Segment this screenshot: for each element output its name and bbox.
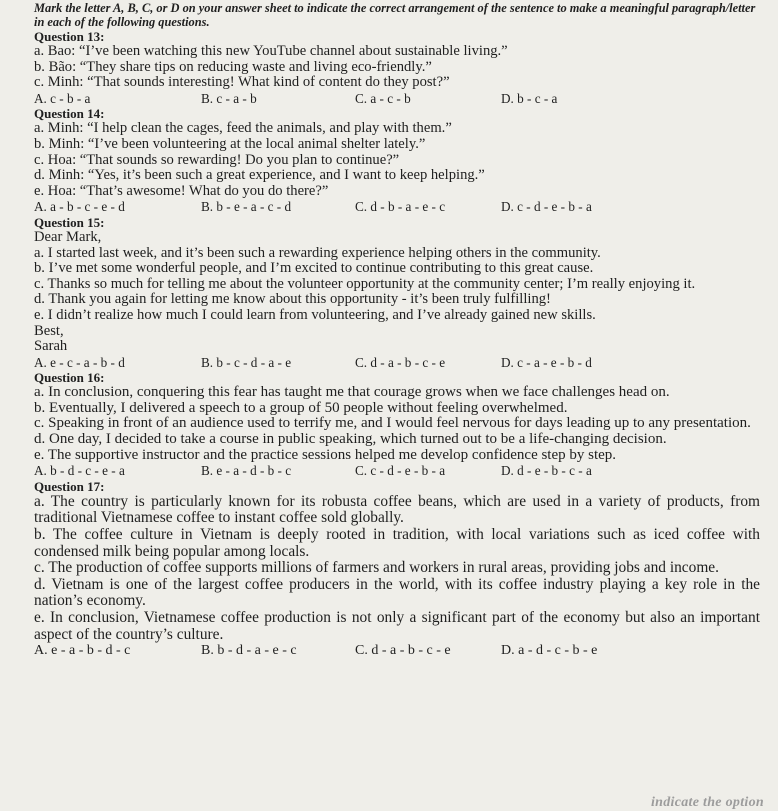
sentence-b: b. I’ve met some wonderful people, and I’m excited to continue contributing to this great cause. [34, 260, 594, 277]
sentence-c: c. Speaking in front of an audience used to terrify me, and I would feel nervous for days leading up to any presentation. [34, 415, 751, 432]
option-d[interactable]: D. d - e - b - c - a [501, 463, 592, 479]
option-a[interactable]: A. b - d - c - e - a [34, 463, 125, 479]
sentence-c: c. Minh: “That sounds interesting! What kind of content do they post?” [34, 74, 450, 91]
option-c[interactable]: C. d - b - a - e - c [355, 199, 446, 215]
question-13 [34, 29, 760, 106]
question-title: Question 16: [34, 370, 105, 386]
option-b[interactable]: B. b - e - a - c - d [201, 199, 292, 215]
sentence-a: a. The country is particularly known for its robusta coffee beans, which are used in a variety of products, from traditional Vietnamese coffee to instant coffee sold globally. [34, 492, 760, 527]
option-c[interactable]: C. c - d - e - b - a [355, 463, 446, 479]
option-d[interactable]: D. b - c - a [501, 90, 558, 106]
question-title: Question 13: [34, 29, 105, 44]
sentence-c: c. The production of coffee supports millions of farmers and workers in rural areas, providing jobs and income. [34, 559, 719, 577]
sentence-e: e. In conclusion, Vietnamese coffee production is not only a significant part of the economy but also an important aspect of the country’s culture. [34, 609, 760, 643]
sentence-b: b. Eventually, I delivered a speech to a group of 50 people without feeling overwhelmed. [34, 399, 568, 416]
sentence-a: a. In conclusion, conquering this fear has taught me that courage grows when we face challenges head on. [34, 384, 670, 401]
question-17 [34, 479, 760, 660]
sentence-c: c. Thanks so much for telling me about the volunteer opportunity at the community center; I’m really enjoying it. [34, 275, 696, 292]
letter-closing: Best, [34, 322, 64, 339]
sentence-e: e. The supportive instructor and the practice sessions helped me develop confidence step by step. [34, 446, 617, 463]
option-b[interactable]: B. b - d - a - e - c [201, 643, 297, 659]
question-15 [34, 215, 760, 370]
question-16 [34, 370, 760, 479]
option-a[interactable]: A. c - b - a [34, 90, 91, 106]
sentence-c: c. Hoa: “That sounds so rewarding! Do you plan to continue?” [34, 151, 400, 168]
sentence-d: d. Minh: “Yes, it’s been such a great experience, and I want to keep helping.” [34, 167, 485, 184]
question-title: Question 15: [34, 214, 105, 230]
option-c[interactable]: C. a - c - b [355, 90, 411, 106]
sentence-e: e. I didn’t realize how much I could learn from volunteering, and I’ve already gained new skills. [34, 306, 596, 323]
footer-instruction-fragment: indicate the option [650, 795, 764, 811]
option-d[interactable]: D. c - d - e - b - a [501, 199, 592, 215]
instruction-text: Mark the letter A, B, C, or D on your answer sheet to indicate the correct arrangement of the sentence to make a meaningful paragraph/letter in each of the following questions. [34, 1, 756, 29]
sentence-a: a. Bao: “I’ve been watching this new YouTube channel about sustainable living.” [34, 43, 508, 59]
sentence-d: d. Vietnam is one of the largest coffee producers in the world, with its coffee industry playing a key role in the nation’s economy. [34, 575, 760, 610]
option-a[interactable]: A. e - a - b - d - c [34, 643, 131, 659]
letter-greeting: Dear Mark, [34, 228, 102, 245]
answer-options [34, 199, 760, 215]
sentence-b: b. The coffee culture in Vietnam is deeply rooted in tradition, with local variations such as iced coffee with condensed milk being popular among locals. [34, 526, 760, 560]
answer-options [34, 355, 760, 371]
sentence-b: b. Minh: “I’ve been volunteering at the local animal shelter lately.” [34, 135, 426, 152]
option-b[interactable]: B. c - a - b [201, 90, 257, 106]
option-d[interactable]: D. a - d - c - b - e [501, 643, 598, 659]
answer-options [34, 91, 760, 107]
option-a[interactable]: A. e - c - a - b - d [34, 354, 125, 370]
option-c[interactable]: C. d - a - b - c - e [355, 643, 451, 659]
option-c[interactable]: C. d - a - b - c - e [355, 354, 446, 370]
question-14 [34, 106, 760, 215]
sentence-e: e. Hoa: “That’s awesome! What do you do there?” [34, 182, 329, 199]
answer-options [34, 463, 760, 479]
sentence-a: a. Minh: “I help clean the cages, feed the animals, and play with them.” [34, 120, 452, 137]
sentence-d: d. Thank you again for letting me know about this opportunity - it’s been truly fulfilling! [34, 291, 551, 308]
sentence-a: a. I started last week, and it’s been such a rewarding experience helping others in the community. [34, 244, 601, 261]
sentence-d: d. One day, I decided to take a course in public speaking, which turned out to be a life-changing decision. [34, 431, 667, 448]
question-title: Question 17: [34, 478, 105, 494]
option-b[interactable]: B. b - c - d - a - e [201, 354, 292, 370]
option-d[interactable]: D. c - a - e - b - d [501, 354, 592, 370]
option-a[interactable]: A. a - b - c - e - d [34, 199, 125, 215]
letter-signature: Sarah [34, 338, 68, 355]
option-b[interactable]: B. e - a - d - b - c [201, 463, 292, 479]
question-title: Question 14: [34, 106, 105, 122]
sentence-b: b. Bão: “They share tips on reducing waste and living eco-friendly.” [34, 58, 432, 75]
answer-options [34, 643, 760, 660]
